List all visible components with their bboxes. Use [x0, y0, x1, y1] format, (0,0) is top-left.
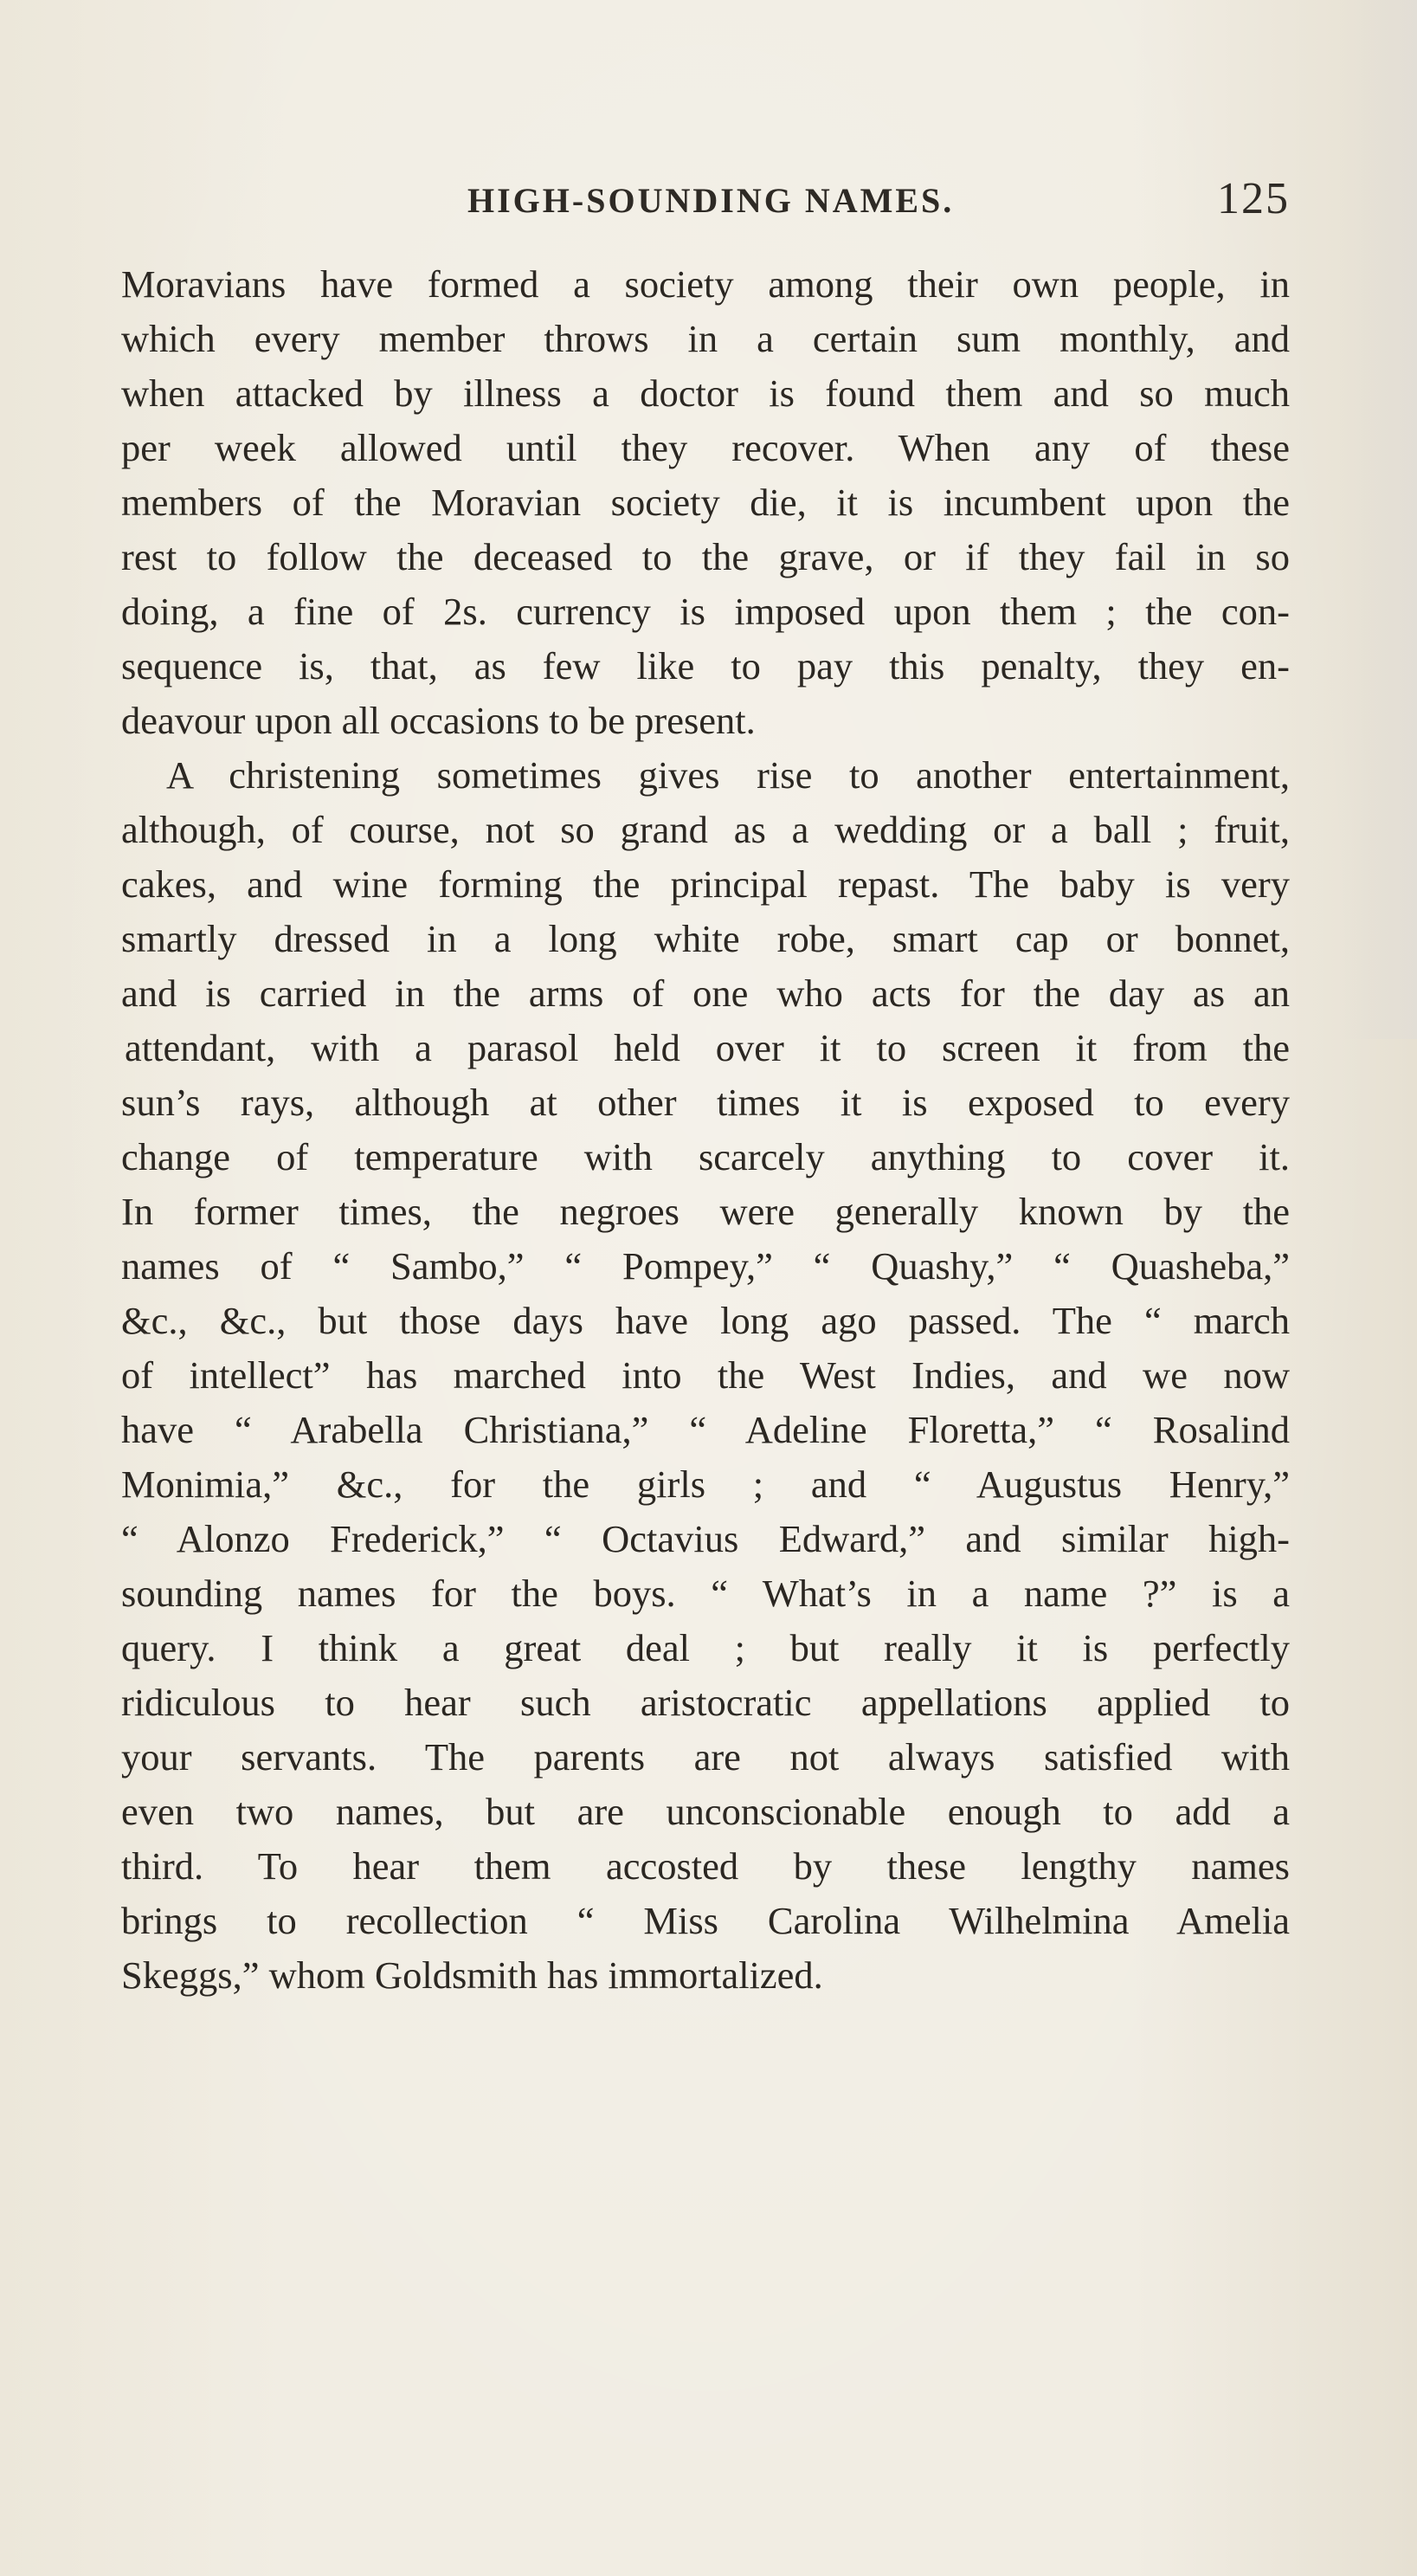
text-line: ridiculous to hear such aristocratic appellations applied to: [121, 1681, 1290, 1724]
text-line: even two names, but are unconscionable enough to add a: [121, 1790, 1290, 1833]
page-edge-shadow: [1339, 0, 1417, 1039]
text-line: Moravians have formed a society among their own people, in: [121, 262, 1290, 306]
paragraph-start-line: A christening sometimes gives rise to another entertainment,: [166, 753, 1290, 797]
text-line: of intellect” has marched into the West Indies, and we now: [121, 1353, 1290, 1397]
text-line: smartly dressed in a long white robe, smart cap or bonnet,: [121, 917, 1290, 960]
text-line: sequence is, that, as few like to pay this penalty, they en-: [121, 644, 1290, 688]
text-line: In former times, the negroes were generally known by the: [121, 1190, 1290, 1233]
text-line: members of the Moravian society die, it is incumbent upon the: [121, 481, 1290, 524]
text-line: your servants. The parents are not always satisfied with: [121, 1735, 1290, 1779]
text-line: although, of course, not so grand as a wedding or a ball ; fruit,: [121, 808, 1290, 851]
text-line: names of “ Sambo,” “ Pompey,” “ Quashy,” “ Quasheba,”: [121, 1244, 1290, 1288]
page-header: [121, 173, 1290, 234]
text-line: “ Alonzo Frederick,” “ Octavius Edward,” and similar high-: [121, 1517, 1290, 1560]
page-number: 125: [1217, 174, 1290, 223]
running-title: HIGH-SOUNDING NAMES.: [467, 181, 955, 220]
text-line: brings to recollection “ Miss Carolina Wilhelmina Amelia: [121, 1899, 1290, 1942]
text-line: query. I think a great deal ; but really it is perfectly: [121, 1626, 1290, 1669]
text-line: when attacked by illness a doctor is found them and so much: [121, 371, 1290, 415]
text-line: deavour upon all occasions to be present.: [121, 699, 756, 742]
text-line: sounding names for the boys. “ What’s in a name ?” is a: [121, 1572, 1290, 1615]
body-text: [121, 257, 1290, 2003]
text-line: Monimia,” &c., for the girls ; and “ Augustus Henry,”: [121, 1462, 1290, 1506]
text-line: &c., &c., but those days have long ago passed. The “ march: [121, 1299, 1290, 1342]
text-line: third. To hear them accosted by these lengthy names: [121, 1844, 1290, 1888]
text-line: Skeggs,” whom Goldsmith has immortalized.: [121, 1953, 823, 1997]
text-line: cakes, and wine forming the principal repast. The baby is very: [121, 862, 1290, 906]
text-line: rest to follow the deceased to the grave, or if they fail in so: [121, 535, 1290, 578]
text-line: per week allowed until they recover. When any of these: [121, 426, 1290, 469]
text-line: doing, a fine of 2s. currency is imposed upon them ; the con-: [121, 590, 1290, 633]
text-line: attendant, with a parasol held over it to screen it from the: [125, 1026, 1290, 1069]
text-line: and is carried in the arms of one who acts for the day as an: [121, 972, 1290, 1015]
text-line: which every member throws in a certain sum monthly, and: [121, 317, 1290, 360]
text-line: have “ Arabella Christiana,” “ Adeline Floretta,” “ Rosalind: [121, 1408, 1290, 1451]
text-line: sun’s rays, although at other times it is exposed to every: [121, 1081, 1290, 1124]
text-line: change of temperature with scarcely anything to cover it.: [121, 1135, 1290, 1178]
